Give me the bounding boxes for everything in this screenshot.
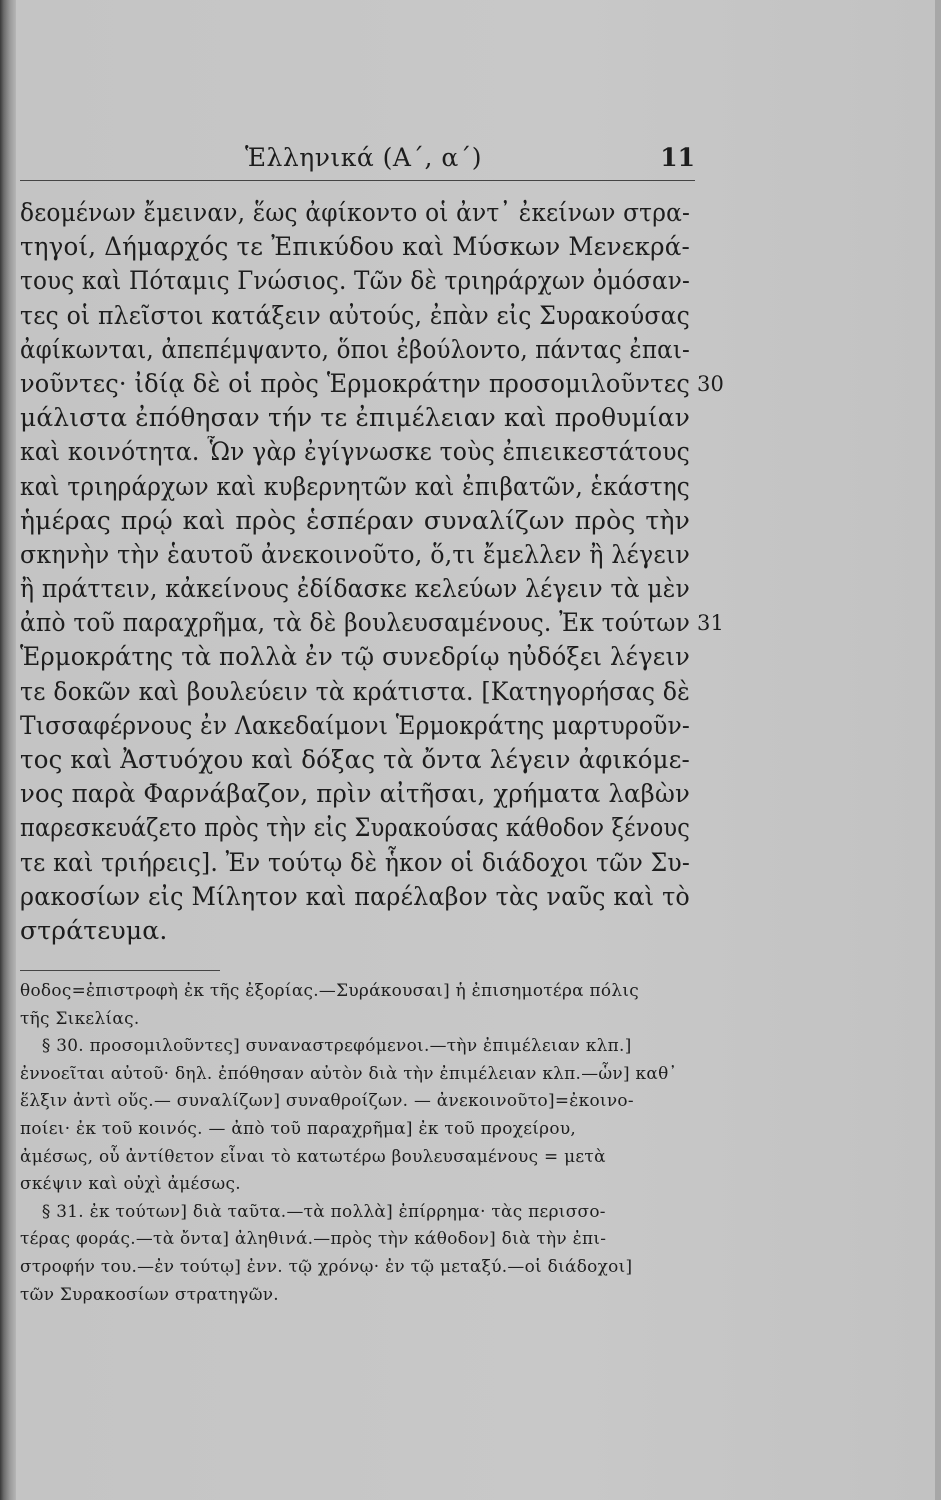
- text-line: [20, 743, 740, 777]
- footnote-rule: [20, 970, 220, 971]
- footnote-line: τῆς Σικελίας.: [20, 1008, 140, 1029]
- page-edge: [935, 0, 941, 1500]
- text-line-content: τες οἱ πλεῖστοι κατάξειν αὐτούς, ἐπὰν εἰς Συρακούσας: [20, 300, 690, 330]
- page-number: 11: [660, 143, 695, 172]
- footnote-line: τέρας φοράς.—τὰ ὄντα] ἀληθινά.—πρὸς τὴν κάθοδον] διὰ τὴν ἐπι-: [20, 1229, 607, 1250]
- text-line-content: νοῦντες· ἰδίᾳ δὲ οἱ πρὸς Ἑρμοκράτην προσομιλοῦντες: [20, 368, 691, 398]
- text-line-content: ἡμέρας πρῴ καὶ πρὸς ἑσπέραν συναλίζων πρὸς τὴν: [20, 505, 691, 535]
- text-line: [20, 846, 740, 880]
- text-line-content: στράτευμα.: [20, 915, 168, 945]
- text-line-content: ἀφίκωνται, ἀπεπέμψαντο, ὅποι ἐβούλοντο, πάντας ἐπαι-: [20, 334, 690, 364]
- text-line-content: καὶ τριηράρχων καὶ κυβερνητῶν καὶ ἐπιβατῶν, ἑκάστης: [20, 471, 690, 501]
- footnote-line: § 31. ἐκ τούτων] διὰ ταῦτα.—τὰ πολλὰ] ἐπίρρημα· τὰς περισσο-: [41, 1201, 606, 1222]
- text-line: [20, 504, 740, 538]
- text-line-content: Ἑρμοκράτης τὰ πολλὰ ἐν τῷ συνεδρίῳ ηὐδόξει λέγειν: [20, 642, 690, 672]
- text-line: [20, 880, 740, 914]
- text-line: [20, 367, 740, 401]
- section-number: 30: [697, 371, 725, 396]
- text-line-content: νος παρὰ Φαρνάβαζον, πρὶν αἰτῆσαι, χρήματα λαβὼν: [20, 779, 690, 809]
- binding-gutter: [0, 0, 16, 1500]
- text-line-content: καὶ κοινότητα. Ὧν γὰρ ἐγίγνωσκε τοὺς ἐπιεικεστάτους: [20, 437, 690, 467]
- text-line-content: ἀπὸ τοῦ παραχρῆμα, τὰ δὲ βουλευσαμένους. Ἐκ τούτων: [20, 608, 691, 638]
- text-line: [20, 264, 740, 298]
- footnote-line: σκέψιν καὶ οὐχὶ ἀμέσως.: [20, 1174, 241, 1195]
- text-line: [20, 811, 740, 845]
- text-line-content: μάλιστα ἐπόθησαν τήν τε ἐπιμέλειαν καὶ προθυμίαν: [20, 403, 691, 433]
- text-line: [20, 675, 740, 709]
- running-head: [20, 143, 695, 183]
- footnote-line: τῶν Συρακοσίων στρατηγῶν.: [20, 1284, 279, 1305]
- text-line: [20, 572, 740, 606]
- text-line: [20, 401, 740, 435]
- text-line-content: τους καὶ Πόταμις Γνώσιος. Τῶν δὲ τριηράρχων ὀμόσαν-: [20, 266, 690, 296]
- text-line-content: Τισσαφέρνους ἐν Λακεδαίμονι Ἑρμοκράτης μαρτυροῦν-: [20, 710, 690, 740]
- section-number: 31: [697, 611, 725, 636]
- text-line-content: τε δοκῶν καὶ βουλεύειν τὰ κράτιστα. [Κατηγορήσας δὲ: [20, 676, 691, 706]
- text-line-content: σκηνὴν τὴν ἑαυτοῦ ἀνεκοινοῦτο, ὅ,τι ἔμελλεν ἢ λέγειν: [20, 539, 690, 569]
- footnotes: [20, 978, 700, 1309]
- footnote-line: θοδος=ἐπιστροφὴ ἐκ τῆς ἐξορίας.—Συράκουσαι] ἡ ἐπισημοτέρα πόλις: [20, 981, 640, 1001]
- text-line: [20, 333, 740, 367]
- text-line: [20, 640, 740, 674]
- text-line: [20, 538, 740, 572]
- text-line-content: τηγοί, Δήμαρχός τε Ἐπικύδου καὶ Μύσκων Μενεκρά-: [20, 232, 690, 262]
- text-line: [20, 777, 740, 811]
- text-line-content: παρεσκευάζετο πρὸς τὴν εἰς Συρακούσας κάθοδον ξένους: [20, 813, 691, 843]
- running-title: Ἑλληνικά (Α΄, α΄): [245, 143, 482, 172]
- header-rule: [20, 180, 695, 181]
- text-line: [20, 299, 740, 333]
- footnote-line: ἐννοεῖται αὐτοῦ· δηλ. ἐπόθησαν αὐτὸν διὰ τὴν ἐπιμέλειαν κλπ.—ὧν] καθ᾽: [20, 1063, 678, 1084]
- text-line: [20, 196, 740, 230]
- text-line: [20, 914, 740, 948]
- footnote-line: στροφήν του.—ἐν τούτῳ] ἐνν. τῷ χρόνῳ· ἐν τῷ μεταξύ.—οἱ διάδοχοι]: [20, 1256, 633, 1277]
- text-line-content: τος καὶ Ἀστυόχου καὶ δόξας τὰ ὄντα λέγειν ἀφικόμε-: [20, 745, 690, 774]
- text-line: [20, 606, 740, 640]
- text-line-content: ρακοσίων εἰς Μίλητον καὶ παρέλαβον τὰς ναῦς καὶ τὸ: [20, 881, 690, 911]
- main-text: [20, 196, 740, 948]
- text-line-content: δεομένων ἔμειναν, ἕως ἀφίκοντο οἱ ἀντ᾽ ἐκείνων στρα-: [20, 198, 691, 227]
- footnote-line: ἕλξιν ἀντὶ οὕς.— συναλίζων] συναθροίζων. — ἀνεκοινοῦτο]=ἐκοινο-: [20, 1091, 634, 1112]
- text-line-content: ἢ πράττειν, κἀκείνους ἐδίδασκε κελεύων λέγειν τὰ μὲν: [20, 574, 690, 604]
- text-line: [20, 470, 740, 504]
- text-line: [20, 230, 740, 264]
- text-line: [20, 709, 740, 743]
- footnote-line: ποίει· ἐκ τοῦ κοινός. — ἀπὸ τοῦ παραχρῆμα] ἐκ τοῦ προχείρου,: [20, 1118, 577, 1139]
- footnote-line: § 30. προσομιλοῦντες] συναναστρεφόμενοι.—τὴν ἐπιμέλειαν κλπ.]: [41, 1036, 632, 1057]
- text-line-content: τε καὶ τριήρεις]. Ἐν τούτῳ δὲ ἧκον οἱ διάδοχοι τῶν Συ-: [20, 847, 691, 877]
- footnote-line: ἀμέσως, οὗ ἀντίθετον εἶναι τὸ κατωτέρω βουλευσαμένους = μετὰ: [20, 1146, 606, 1167]
- text-line: [20, 435, 740, 469]
